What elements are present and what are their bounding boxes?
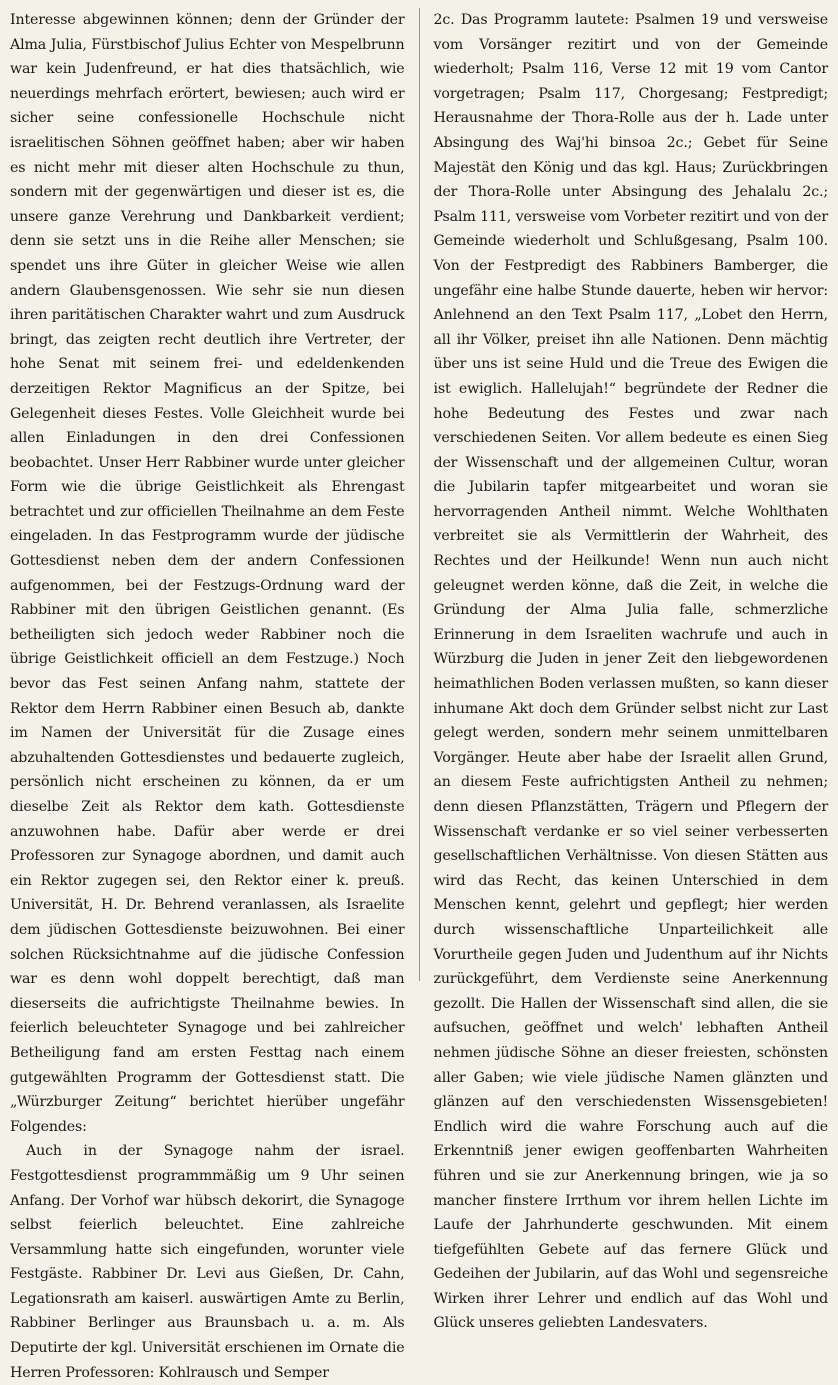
right-column [433,8,829,1332]
right-paragraph-1: 2c. Das Programm lautete: Psalmen 19 und versweise vom Vorsänger rezitirt und von der Gemeinde wiederholt; Psalm 116, Verse 12 mit 19 vom Cantor vorgetragen; Psalm 117, Chorgesang; Festpredigt; Herausnahme der Thora-Rolle aus der h. Lade unter Absingung des Waj'hi binsoa 2c.; Gebet für Seine Majestät den König und das kgl. Haus; Zurückbringen der Thora-Rolle unter Absingung des Jehalalu 2c.; Psalm 111, versweise vom Vorbeter rezitirt und von der Gemeinde wiederholt und Schlußgesang, Psalm 100. Von der Festpredigt des Rabbiners Bamberger, die ungefähr eine halbe Stunde dauerte, heben wir hervor: Anlehnend an den Text Psalm 117, „Lobet den Herrn, all ihr Völker, preiset ihn alle Nationen. Denn mächtig über uns ist seine Huld und die Treue des Ewigen die ist ewiglich. Hallelujah!“ begründete der Redner die hohe Bedeutung des Festes und zwar nach verschiedenen Seiten. Vor allem bedeute es einen Sieg der Wissenschaft und der allgemeinen Cultur, woran die Jubilarin tapfer mitgearbeitet und woran sie hervorragenden Antheil nimmt. Welche Wohlthaten verbreitet sie als Vermittlerin der Wahrheit, des Rechtes und der Heilkunde! Wenn nun auch nicht geleugnet werden könne, daß die Zeit, in welche die Gründung der Alma Julia falle, schmerzliche Erinnerung in dem Israeliten wachrufe und auch in Würzburg die Juden in jener Zeit den liebgewordenen heimathlichen Boden verlassen mußten, so kann dieser inhumane Akt doch dem Gründer selbst nicht zur Last gelegt werden, sondern mehr seinem unmittelbaren Vorgänger. Heute aber habe der Israelit allen Grund, an diesem Feste aufrichtigsten Antheil zu nehmen; denn diesen Pflanzstätten, Trägern und Pflegern der Wissenschaft verdanke er so viel seiner verbesserten gesellschaftlichen Verhältnisse. Von diesen Stätten aus wird das Recht, das keinen Unterschied in dem Menschen kennt, gelehrt und gepflegt; hier werden durch wissenschaftliche Unparteilichkeit alle Vorurtheile gegen Juden und Judenthum auf ihr Nichts zurückgeführt, dem Verdienste seine Anerkennung gezollt. Die Hallen der Wissenschaft sind allen, die sie aufsuchen, geöffnet und welch' lebhaften Antheil nehmen jüdische Söhne an dieser freiesten, schönsten aller Gaben; wie viele jüdische Namen glänzten und glänzen auf den verschiedensten Wissensgebieten! Endlich wird die wahre Forschung auch auf die Erkenntniß jener ewigen geoffenbarten Wahrheiten führen und sie zur Anerkennung bringen, wie ja so mancher finstere Irrthum vor ihrem hellen Lichte im Laufe der Jahrhunderte geschwunden. Mit einem tiefgefühlten Gebete auf das fernere Glück und Gedeihen der Jubilarin, auf das Wohl und segensreiche Wirken ihrer Lehrer und endlich auf das Wohl und Glück unseres geliebten Landesvaters. [433,12,828,1332]
column-divider [419,8,420,981]
left-paragraph-2: Auch in der Synagoge nahm der israel. Festgottesdienst programmmäßig um 9 Uhr seinen Anfang. Der Vorhof war hübsch dekorirt, die Synagoge selbst feierlich beleuchtet. Eine zahlreiche Versammlung hatte sich eingefunden, worunter viele Festgäste. Rabbiner Dr. Levi aus Gießen, Dr. Cahn, Legationsrath am kaiserl. auswärtigen Amte zu Berlin, Rabbiner Berlinger aus Braunsbach u. a. m. Als Deputirte der kgl. Universität erschienen im Ornate die Herren Professoren: Kohlrausch und Semper [10,1143,405,1381]
left-column [10,8,405,1381]
left-paragraph-1: Interesse abgewinnen können; denn der Gründer der Alma Julia, Fürstbischof Julius Echter von Mespelbrunn war kein Judenfreund, er hat dies thatsächlich, wie neuerdings mehrfach erörtert, bewiesen; auch wird er sicher seine confessionelle Hochschule nicht israelitischen Söhnen geöffnet haben; aber wir haben es nicht mehr mit dieser alten Hochschule zu thun, sondern mit der gegenwärtigen und dieser ist es, die unsere ganze Verehrung und Dankbarkeit verdient; denn sie setzt uns in die Reihe aller Menschen; sie spendet uns ihre Güter in gleicher Weise wie allen andern Glaubensgenossen. Wie sehr sie nun diesen ihren paritätischen Charakter wahrt und zum Ausdruck bringt, das zeigten recht deutlich ihre Vertreter, der hohe Senat mit seinem frei- und edeldenkenden derzeitigen Rektor Magnificus an der Spitze, bei Gelegenheit dieses Festes. Volle Gleichheit wurde bei allen Einladungen in den drei Confessionen beobachtet. Unser Herr Rabbiner wurde unter gleicher Form wie die übrige Geistlichkeit als Ehrengast betrachtet und zur officiellen Theilnahme an dem Feste eingeladen. In das Festprogramm wurde der jüdische Gottesdienst neben dem der andern Confessionen aufgenommen, bei der Festzugs-Ordnung ward der Rabbiner mit den übrigen Geistlichen genannt. (Es betheiligten sich jedoch weder Rabbiner noch die übrige Geistlichkeit officiell an dem Festzuge.) Noch bevor das Fest seinen Anfang nahm, stattete der Rektor dem Herrn Rabbiner einen Besuch ab, dankte im Namen der Universität für die Zusage eines abzuhaltenden Gottesdienstes und bedauerte zugleich, persönlich nicht erscheinen zu können, da er um dieselbe Zeit als Rektor dem kath. Gottesdienste anzuwohnen habe. Dafür aber werde er drei Professoren zur Synagoge abordnen, und damit auch ein Rektor zugegen sei, den Rektor einer k. preuß. Universität, H. Dr. Behrend veranlassen, als Israelite dem jüdischen Gottesdienste beizuwohnen. Bei einer solchen Rücksichtnahme auf die jüdische Confession war es denn wohl doppelt berechtigt, daß man dieserseits die aufrichtigste Theilnahme bewies. In feierlich beleuchteter Synagoge und bei zahlreicher Betheiligung fand am ersten Festtag nach einem gutgewählten Programm der Gottesdienst statt. Die „Würzburger Zeitung“ berichtet hierüber ungefähr Folgendes: [10,12,405,1135]
